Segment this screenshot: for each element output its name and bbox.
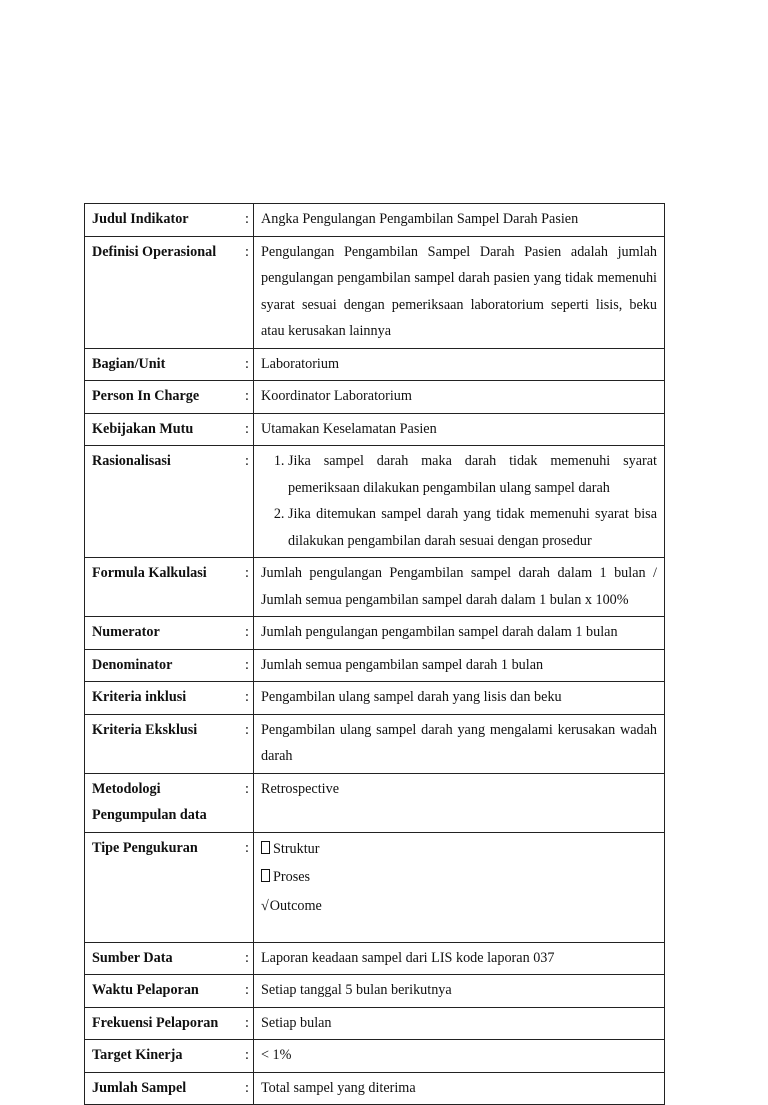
row-label: Judul Indikator — [85, 204, 242, 237]
row-separator: : — [241, 413, 254, 446]
unchecked-box-icon — [261, 841, 270, 854]
rationale-list — [261, 448, 657, 554]
row-value: Angka Pengulangan Pengambilan Sampel Darah Pasien — [254, 204, 665, 237]
table-row — [85, 558, 665, 617]
row-separator: : — [241, 617, 254, 650]
row-separator: : — [241, 942, 254, 975]
row-label: Kebijakan Mutu — [85, 413, 242, 446]
option-proses — [261, 863, 657, 892]
row-separator: : — [241, 446, 254, 558]
row-value: < 1% — [254, 1040, 665, 1073]
option-outcome — [261, 892, 657, 921]
table-row — [85, 348, 665, 381]
row-value: Utamakan Keselamatan Pasien — [254, 413, 665, 446]
row-value: Pengambilan ulang sampel darah yang lisis dan beku — [254, 682, 665, 715]
row-separator: : — [241, 348, 254, 381]
row-value: Retrospective — [254, 773, 665, 832]
row-label: Denominator — [85, 649, 242, 682]
row-value: Total sampel yang diterima — [254, 1072, 665, 1105]
row-value: Laporan keadaan sampel dari LIS kode laporan 037 — [254, 942, 665, 975]
table-row — [85, 1072, 665, 1105]
row-separator: : — [241, 1007, 254, 1040]
measurement-type-options — [254, 832, 665, 942]
row-label: Waktu Pelaporan — [85, 975, 242, 1008]
row-separator: : — [241, 714, 254, 773]
table-row — [85, 1007, 665, 1040]
row-value: Jumlah pengulangan Pengambilan sampel darah dalam 1 bulan / Jumlah semua pengambilan sampel darah dalam 1 bulan x 100% — [254, 558, 665, 617]
table-row — [85, 617, 665, 650]
table-row — [85, 714, 665, 773]
row-label: Person In Charge — [85, 381, 242, 414]
row-value: Setiap tanggal 5 bulan berikutnya — [254, 975, 665, 1008]
row-label: Kriteria inklusi — [85, 682, 242, 715]
option-label: Struktur — [273, 840, 320, 857]
row-label: Kriteria Eksklusi — [85, 714, 242, 773]
row-value: Pengulangan Pengambilan Sampel Darah Pasien adalah jumlah pengulangan pengambilan sampel darah pasien yang tidak memenuhi syarat sesuai dengan pemeriksaan laboratorium seperti lisis, beku atau kerusakan lainnya — [254, 236, 665, 348]
option-label: Outcome — [269, 897, 322, 914]
option-label: Proses — [273, 869, 311, 885]
row-label: Numerator — [85, 617, 242, 650]
row-label: Metodologi Pengumpulan data — [85, 773, 242, 832]
row-label: Rasionalisasi — [85, 446, 242, 558]
row-label: Tipe Pengukuran — [85, 832, 242, 942]
table-row — [85, 1040, 665, 1073]
table-row — [85, 413, 665, 446]
row-label: Jumlah Sampel — [85, 1072, 242, 1105]
row-label: Formula Kalkulasi — [85, 558, 242, 617]
table-row — [85, 236, 665, 348]
row-separator: : — [241, 832, 254, 942]
table-row — [85, 975, 665, 1008]
row-value — [254, 446, 665, 558]
row-value: Jumlah pengulangan pengambilan sampel darah dalam 1 bulan — [254, 617, 665, 650]
row-separator: : — [241, 1040, 254, 1073]
list-item: 2. Jika ditemukan sampel darah yang tidak memenuhi syarat bisa dilakukan pengambilan darah sesuai dengan prosedur — [288, 501, 657, 554]
row-separator: : — [241, 204, 254, 237]
row-label: Sumber Data — [85, 942, 242, 975]
row-value: Koordinator Laboratorium — [254, 381, 665, 414]
row-separator: : — [241, 558, 254, 617]
indicator-profile-table — [84, 203, 665, 1105]
list-item: 1. Jika sampel darah maka darah tidak memenuhi syarat pemeriksaan dilakukan pengambilan ulang sampel darah — [288, 448, 657, 501]
row-separator: : — [241, 773, 254, 832]
check-mark-icon: √ — [261, 897, 269, 914]
unchecked-box-icon — [261, 869, 270, 882]
table-row — [85, 381, 665, 414]
row-separator: : — [241, 236, 254, 348]
row-value: Setiap bulan — [254, 1007, 665, 1040]
table-row — [85, 832, 665, 942]
row-value: Jumlah semua pengambilan sampel darah 1 bulan — [254, 649, 665, 682]
table-row — [85, 942, 665, 975]
row-label: Definisi Operasional — [85, 236, 242, 348]
row-separator: : — [241, 975, 254, 1008]
row-separator: : — [241, 649, 254, 682]
option-struktur — [261, 835, 657, 864]
table-row — [85, 446, 665, 558]
row-separator: : — [241, 381, 254, 414]
row-separator: : — [241, 1072, 254, 1105]
row-label: Frekuensi Pelaporan — [85, 1007, 242, 1040]
table-row — [85, 682, 665, 715]
row-separator: : — [241, 682, 254, 715]
row-value: Laboratorium — [254, 348, 665, 381]
table-row — [85, 204, 665, 237]
row-value: Pengambilan ulang sampel darah yang mengalami kerusakan wadah darah — [254, 714, 665, 773]
row-label: Target Kinerja — [85, 1040, 242, 1073]
row-label: Bagian/Unit — [85, 348, 242, 381]
table-row — [85, 649, 665, 682]
table-row — [85, 773, 665, 832]
